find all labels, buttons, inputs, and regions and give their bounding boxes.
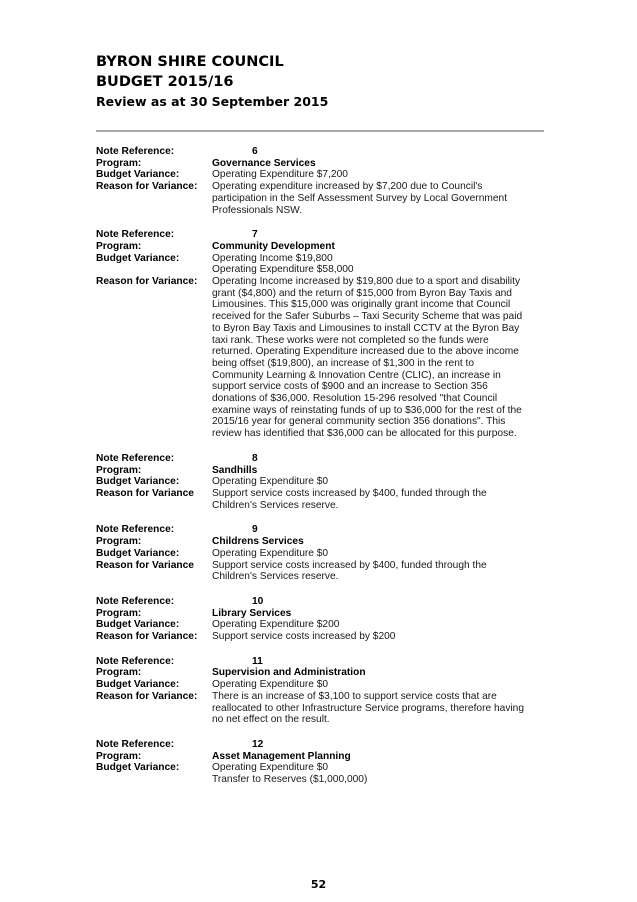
review-date: Review as at 30 September 2015 [96,94,329,109]
note-reference-label: Note Reference: [96,655,175,667]
note-9 [96,524,546,583]
program-label: Program: [96,157,142,169]
reason-value [212,691,546,726]
program-value: Sandhills [212,464,258,476]
reason-line: donations of $36,000. Resolution 15-296 resolved "that Council [212,393,498,405]
reason-label: Reason for Variance [96,559,194,571]
reason-line: Operating expenditure increased by $7,200 due to Council's [212,181,483,193]
reason-line: no net effect on the result. [212,714,330,726]
note-reference-value: 11 [252,655,263,667]
program-label: Program: [96,667,142,679]
document-header [96,52,328,111]
note-reference-value: 8 [252,452,258,464]
budget-variance-line: Operating Expenditure $58,000 [212,264,354,276]
note-11 [96,656,546,726]
budget-variance-line: Operating Income $19,800 [212,252,333,264]
program-label: Program: [96,750,142,762]
reason-label: Reason for Variance: [96,690,198,702]
note-reference-label: Note Reference: [96,229,175,241]
reason-line: review has identified that $36,000 can be allocated for this purpose. [212,428,517,440]
budget-variance-value [212,169,546,181]
reason-value [212,488,546,511]
budget-variance-line: Operating Expenditure $0 [212,762,329,774]
reason-value [212,631,546,643]
reason-line: returned. Operating Expenditure increased due to the above income [212,346,519,358]
note-reference-value: 6 [252,146,258,157]
budget-variance-line: Operating Expenditure $200 [212,619,340,631]
note-reference-value: 7 [252,229,258,241]
budget-variance-label: Budget Variance: [96,547,180,559]
budget-variance-value [212,548,546,560]
program-label: Program: [96,464,142,476]
reason-line: participation in the Self Assessment Survey by Local Government [212,192,508,204]
variance-notes [96,146,546,799]
program-value: Governance Services [212,157,316,169]
header-divider [96,130,544,132]
council-name: BYRON SHIRE COUNCIL [96,54,284,70]
budget-variance-label: Budget Variance: [96,679,180,691]
reason-line: Operating Income increased by $19,800 due to a sport and disability [212,276,521,288]
reason-line: examine ways of reinstating funds of up to $36,000 for the rest of the [212,404,522,416]
note-reference-label: Note Reference: [96,595,175,607]
budget-variance-line: Operating Expenditure $0 [212,547,329,559]
reason-line: support service costs of $900 and an increase to Section 356 [212,381,488,393]
reason-line: There is an increase of $3,100 to support service costs that are [212,690,497,702]
program-value: Supervision and Administration [212,667,366,679]
reason-line: reallocated to other Infrastructure Service programs, therefore having [212,702,525,714]
reason-label: Reason for Variance: [96,276,198,288]
note-reference-label: Note Reference: [96,146,175,157]
budget-variance-label: Budget Variance: [96,169,180,181]
budget-variance-value [212,253,546,276]
program-label: Program: [96,536,142,548]
reason-label: Reason for Variance: [96,631,198,643]
budget-variance-label: Budget Variance: [96,619,180,631]
program-value: Asset Management Planning [212,750,351,762]
reason-line: 2015/16 year for general community section 356 donations". This [212,416,506,428]
note-6 [96,146,546,216]
budget-variance-line: Transfer to Reserves ($1,000,000) [212,774,368,786]
reason-label: Reason for Variance [96,487,194,499]
reason-line: Children's Services reserve. [212,571,339,583]
note-reference-value: 10 [252,595,264,607]
reason-line: Professionals NSW. [212,204,303,216]
reason-value [212,560,546,583]
reason-line: Support service costs increased by $400, funded through the [212,487,487,499]
reason-label: Reason for Variance: [96,181,198,193]
budget-title: BUDGET 2015/16 [96,74,234,90]
note-7 [96,229,546,440]
reason-line: Children's Services reserve. [212,499,339,511]
note-8 [96,453,546,512]
program-value: Community Development [212,240,335,252]
program-label: Program: [96,607,142,619]
note-reference-value: 9 [252,524,258,536]
budget-variance-line: Operating Expenditure $0 [212,476,329,488]
note-12 [96,739,546,786]
budget-variance-value [212,762,546,785]
budget-variance-label: Budget Variance: [96,252,180,264]
reason-line: Support service costs increased by $400, funded through the [212,559,487,571]
note-reference-label: Note Reference: [96,524,175,536]
budget-variance-label: Budget Variance: [96,476,180,488]
reason-line: grant ($4,800) and the return of $15,000 from Byron Bay Taxis and [212,287,512,299]
note-reference-label: Note Reference: [96,452,175,464]
reason-line: Support service costs increased by $200 [212,631,396,643]
budget-variance-label: Budget Variance: [96,762,180,774]
budget-variance-value [212,619,546,631]
program-value: Library Services [212,607,292,619]
reason-line: received for the Safer Suburbs – Taxi Security Scheme that was paid [212,311,523,323]
reason-value [212,181,546,216]
note-reference-label: Note Reference: [96,738,175,750]
budget-variance-line: Operating Expenditure $7,200 [212,169,348,181]
page-number: 52 [310,878,327,891]
budget-variance-value [212,476,546,488]
budget-variance-line: Operating Expenditure $0 [212,679,329,691]
program-label: Program: [96,240,142,252]
reason-line: to Byron Bay Taxis and Limousines to install CCTV at the Byron Bay [212,322,520,334]
reason-line: Limousines. This $15,000 was originally grant income that Council [212,299,511,311]
reason-line: Community Learning & Innovation Centre (CLIC), an increase in [212,369,501,381]
reason-line: taxi rank. These works were not completed so the funds were [212,334,489,346]
program-value: Childrens Services [212,536,304,548]
note-10 [96,596,546,643]
reason-value [212,276,546,440]
budget-variance-value [212,679,546,691]
note-reference-value: 12 [252,738,264,750]
reason-line: being offset ($19,800), an increase of $1,300 in the rent to [212,357,475,369]
